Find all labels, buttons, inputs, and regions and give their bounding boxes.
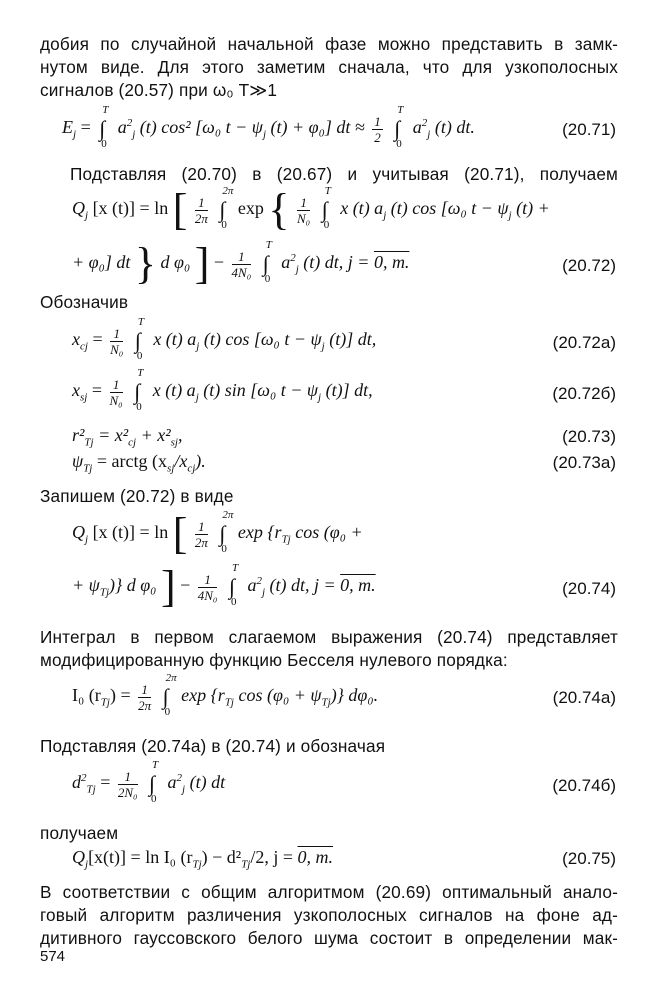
text-line: дитивного гауссовского белого шума состоит в определении мак-	[40, 928, 618, 948]
eq-range: 0, m.	[297, 847, 334, 867]
eq-term: a	[412, 117, 422, 138]
integral-sign: T ∫ 0	[134, 316, 144, 362]
eq-term: exp	[237, 198, 264, 219]
equation-number: (20.74)	[562, 579, 616, 598]
eq-term: [x (t)] = ln	[92, 198, 169, 219]
text-line: модифицированную функцию Бесселя нулевого порядка:	[40, 650, 508, 670]
paragraph-substituting	[70, 163, 618, 186]
eq-term: (t) +	[516, 198, 550, 219]
eq-term: = arctg (x	[96, 451, 167, 471]
fraction: $\frac{1}{\text{2N₀}}$	[117, 768, 138, 800]
equation-number: (20.75)	[562, 849, 616, 868]
eq-symbol: Q	[72, 522, 85, 543]
integral-sign: T ∫ 0	[262, 239, 272, 285]
equation-20-74b: $d^2_{Tj}$ = $\frac{1}{\text{2N₀}}$ T ∫ 0 $a^2_j$ (t) dt	[72, 759, 226, 805]
paragraph-intro	[40, 33, 618, 102]
eq-term: x (t) a	[152, 380, 196, 401]
bracket: [	[172, 509, 188, 558]
eq-symbol: x	[72, 329, 80, 350]
eq-symbol: I₀ (r	[72, 685, 101, 706]
integral-sign: T ∫ 0	[149, 759, 159, 805]
eq-term: + ψ	[72, 575, 100, 596]
fraction: $\frac{1}{\text{N₀}}$	[110, 325, 124, 357]
integral-sign: T ∫ 0	[321, 185, 331, 231]
equation-20-74-line2: + $\psi_{Tj}$)} d φ₀ ] − $\frac{1}{\text{4N₀}}$ T ∫ 0 $a^2_j$ (t) dt, j = 0, m.	[72, 562, 376, 611]
eq-term: (t) dt.	[434, 117, 475, 138]
eq-term: [x(t)] = ln I₀ (r	[88, 847, 193, 867]
eq-term: (t) dt, j =	[269, 575, 336, 596]
equation-number: (20.72а)	[552, 333, 616, 352]
equation-20-73a: $\psi_{Tj}$ = arctg $(x_{sj}/x_{cj})$.	[72, 451, 206, 475]
eq-term: [x (t)] = ln	[92, 522, 169, 543]
equation-number: (20.73)	[562, 427, 616, 446]
fraction: $\frac{1}{\text{N₀}}$	[109, 376, 123, 408]
text-line: говый алгоритм различения узкополосных сигналов на фоне ад-	[40, 905, 618, 925]
text-line: Интеграл в первом слагаемом выражения (20.74) представляет	[40, 627, 618, 647]
equation-number: (20.73а)	[552, 453, 616, 472]
paragraph-denoting	[40, 291, 618, 314]
eq-term: + x²	[140, 425, 171, 445]
eq-term: (t) cos [ω₀ t − ψ	[390, 198, 509, 219]
eq-symbol: Q	[72, 198, 85, 219]
fraction: $\frac{1}{2}$	[374, 113, 381, 145]
fraction: $\frac{1}{\text{4N₀}}$	[197, 571, 218, 603]
brace: }	[134, 239, 156, 288]
eq-term: a	[167, 772, 177, 793]
equation-20-72-line1: $Q_j$ [x (t)] = ln [ $\frac{1}{2\pi}$ 2π ∫ 0 exp { $\frac{1}{\text{N₀}}$ T ∫ 0 x (t) $a_j$ (t) cos [ω₀ $t - \psi_j$ (t) +	[72, 185, 550, 234]
integral-sign: 2π ∫ 0	[162, 672, 177, 718]
eq-range: 0, m.	[340, 575, 376, 596]
text-line: Подставляя (20.74а) в (20.74) и обозначая	[40, 736, 386, 756]
text-line: Запишем (20.72) в виде	[40, 486, 234, 506]
integral-sign: T ∫ 0	[134, 367, 144, 413]
equation-20-74a: I₀ $(r_{Tj})$ = $\frac{1}{2\pi}$ 2π ∫ 0 $\exp \{r_{Tj}$ $\cos (\varphi_0 + \psi_{Tj})$} dφ₀.	[72, 672, 379, 718]
equation-20-72b: $x_{sj}$ = $\frac{1}{\text{N₀}}$ T ∫ 0 x (t) $a_j$ (t) sin [ω₀ $t - \psi_j$ (t)] dt,	[72, 367, 373, 413]
text-line: добия по случайной начальной фазе можно представить в замк-	[40, 34, 618, 54]
eq-symbol: ψ	[72, 451, 84, 471]
eq-term: (t) dt	[189, 772, 226, 793]
bracket: ]	[160, 562, 176, 611]
eq-symbol: r²	[72, 425, 85, 445]
text-line: Обозначив	[40, 292, 129, 312]
eq-operator: =	[80, 117, 91, 138]
eq-term: + φ₀] dt	[72, 252, 131, 273]
equation-number: (20.72)	[562, 256, 616, 275]
fraction: $\frac{1}{\text{N₀}}$	[297, 194, 311, 226]
eq-term: = x²	[98, 425, 129, 445]
equation-number: (20.71)	[562, 120, 616, 139]
text-line: получаем	[40, 823, 119, 843]
equation-20-71: $E_j$ = T ∫ 0 $a^2_j$ (t) cos² [ω₀ $t - \psi_j$ (t) + φ₀] dt ≈ $\frac{1}{2}$ T ∫ 0 $a^2_j$ (t) dt.	[62, 104, 475, 150]
eq-term: (t) dt, j =	[303, 252, 370, 273]
eq-term: cos (φ₀ +	[295, 522, 363, 543]
eq-term: cos (φ₀ + ψ	[238, 685, 322, 706]
page-number: 574	[40, 948, 66, 965]
equation-20-72a: $x_{cj}$ = $\frac{1}{\text{N₀}}$ T ∫ 0 x (t) $a_j$ (t) cos [ω₀ $t - \psi_j$ (t)] dt,	[72, 316, 377, 362]
eq-term: (t) cos² [ω₀ t − ψ	[139, 117, 263, 138]
eq-term: (t)] dt,	[325, 380, 373, 401]
text-line: В соответствии с общим алгоритмом (20.69) оптимальный анало-	[40, 882, 618, 902]
eq-symbol: Q	[72, 847, 85, 867]
integral-sign: 2π ∫ 0	[219, 185, 234, 231]
paragraph-obtain	[40, 822, 618, 845]
bracket: ]	[194, 239, 210, 288]
equation-20-74-line1: $Q_j$ [x (t)] = ln [ $\frac{1}{2\pi}$ 2π ∫ 0 $\exp \{r_{Tj}$ cos (φ₀ +	[72, 509, 363, 558]
eq-symbol: x	[72, 380, 80, 401]
eq-term: exp {r	[181, 685, 225, 706]
eq-term: (t) + φ₀] dt ≈	[270, 117, 365, 138]
paragraph-write	[40, 485, 618, 508]
equation-number: (20.74а)	[552, 688, 616, 707]
eq-term: (t) sin [ω₀ t − ψ	[203, 380, 319, 401]
text-line: нутом виде. Для этого заметим сначала, что для узкополосных	[40, 57, 618, 77]
equation-number: (20.72б)	[552, 384, 616, 403]
eq-term: a	[247, 575, 257, 596]
fraction: $\frac{1}{2\pi}$	[194, 194, 208, 226]
fraction: $\frac{1}{2\pi}$	[194, 518, 208, 550]
brace: {	[268, 185, 290, 234]
equation-20-72-line2: + φ₀] dt } d φ₀ ] − $\frac{1}{\text{4N₀}}$ T ∫ 0 $a^2_j$ (t) dt, j = 0, m.	[72, 239, 410, 288]
integral-sign: T ∫ 0	[99, 104, 109, 150]
integral-sign: 2π ∫ 0	[219, 509, 234, 555]
bracket: [	[172, 185, 188, 234]
fraction: $\frac{1}{\text{4N₀}}$	[231, 248, 252, 280]
equation-20-73: $r^2_{Tj} = x^2_{cj} + x^2_{sj}$,	[72, 425, 183, 449]
eq-subscript: j	[73, 128, 77, 141]
eq-symbol: E	[62, 117, 73, 138]
eq-term: x (t) a	[153, 329, 197, 350]
eq-term: a	[281, 252, 291, 273]
paragraph-substituting-2	[40, 735, 618, 758]
eq-term: a	[117, 117, 127, 138]
eq-symbol: d	[72, 772, 81, 793]
eq-sup: 2	[126, 117, 133, 130]
eq-term: x (t) a	[340, 198, 384, 219]
fraction: $\frac{1}{2\pi}$	[138, 681, 152, 713]
eq-term: (t)] dt,	[329, 329, 377, 350]
equation-20-75: $Q_j[x(t)] = \ln I_0$ $(r_{Tj}) - d^2_{Tj}/2$, j = 0, m.	[72, 847, 334, 871]
eq-term: (t) cos [ω₀ t − ψ	[203, 329, 322, 350]
text-line: сигналов (20.57) при ω₀ T≫1	[40, 80, 278, 100]
equation-number: (20.74б)	[552, 776, 616, 795]
paragraph-algorithm	[40, 881, 618, 950]
eq-term: d φ₀	[160, 252, 191, 273]
eq-term: exp {r	[237, 522, 282, 543]
paragraph-integral	[40, 626, 618, 672]
eq-range: 0, m.	[373, 252, 410, 273]
integral-sign: T ∫ 0	[228, 562, 239, 608]
integral-sign: T ∫ 0	[394, 104, 404, 150]
text-line: Подставляя (20.70) в (20.67) и учитывая (20.71), получаем	[70, 164, 618, 184]
